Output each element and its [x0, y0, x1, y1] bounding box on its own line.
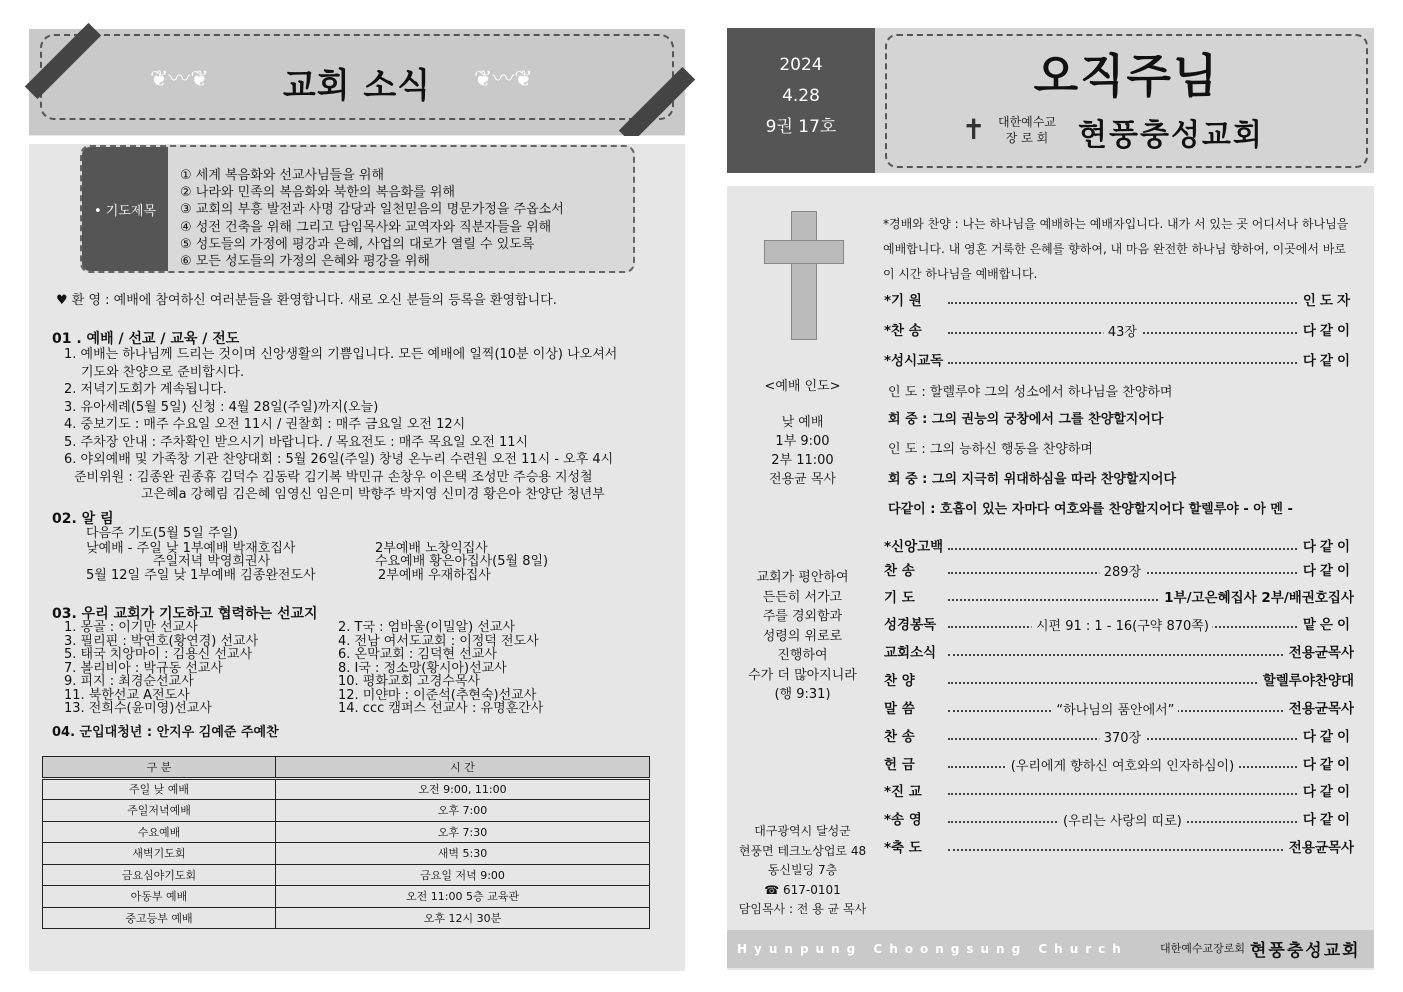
order-leader: 다같이: [1302, 353, 1354, 369]
order-leader: 다같이: [1302, 539, 1354, 555]
dot-leader: [948, 813, 1297, 829]
dot-leader: [948, 564, 1297, 580]
order-leader: 다같이: [1302, 729, 1354, 745]
order-label: *기 원: [884, 293, 922, 309]
dot-leader: [948, 541, 1297, 550]
prayer-item: ③ 교회의 부흥 발전과 사명 감당과 일천믿음의 명문가정을 주옵소서: [180, 202, 564, 218]
mission-item: 1. 몽골 : 이기만 선교사: [64, 620, 198, 635]
cell-service: 중고등부 예배: [43, 907, 276, 929]
worship-intro: *경배와 찬양 : 나는 하나님을 예배하는 예배자입니다. 내가 서 있는 곳 어디서나 하나님을 예배합니다. 내 영혼 거룩한 은혜를 향하여, 내 마음 완전한 하나님 향하여, 이곳에서 바로 이 시간 하나님을 예배합니다.: [883, 217, 1349, 281]
scripture-verse: [735, 568, 870, 705]
table-row: [43, 843, 650, 865]
order-leader: 다같이: [1302, 757, 1354, 773]
order-label: 기 도: [884, 590, 915, 606]
issue-year: 2024: [779, 55, 823, 75]
verse-line: 주를 경외함과: [762, 609, 843, 624]
service-time: 2부 11:00: [771, 453, 834, 468]
mission-item: 12. 미얀마 : 이준석(추현숙)선교사: [338, 687, 537, 703]
table-row: [43, 864, 650, 886]
worship-order-row: [884, 779, 1354, 801]
issue-date: 4.28: [782, 86, 820, 106]
bulletin-title: 오직주님: [1033, 49, 1220, 103]
notice-duty-6: 2부예배 우재하집사: [378, 568, 491, 583]
responsive-line: 인 도 : 할렐루야 그의 성소에서 하나님을 찬양하며: [888, 385, 1173, 400]
order-label: *송 영: [884, 812, 922, 828]
worship-order-row: [884, 534, 1354, 556]
worship-order-row: [884, 807, 1354, 829]
worship-guide-title: <예배 인도>: [764, 379, 841, 394]
pastor-line: 담임목사 : 전 용 균 목사: [738, 902, 867, 916]
mission-item: 11. 북한선교 A전도사: [64, 687, 190, 703]
verse-line: 진행하여: [777, 648, 828, 663]
responsive-line: 회 중 : 그의 지극히 위대하심을 따라 찬양할지어다: [888, 472, 1177, 487]
worship-times: [735, 413, 870, 489]
header-separator: [29, 136, 685, 144]
worship-order-row: [884, 288, 1354, 310]
mission-item: 14. ccc 캠퍼스 선교사 : 유명훈간사: [338, 701, 544, 716]
table-row: [43, 907, 650, 929]
mission-item: 3. 필리핀 : 박연호(황연경) 선교사: [64, 633, 259, 649]
order-label: *찬 송: [884, 323, 922, 339]
church-cross-logo-icon: ✝: [962, 113, 986, 146]
worship-order-row: [884, 348, 1354, 370]
missions-left-column: [64, 621, 258, 716]
mission-item: 7. 볼리비아 : 박규동 선교사: [64, 660, 223, 676]
dot-leader: [948, 647, 1283, 656]
denomination-line: 장 로 회: [1005, 131, 1049, 145]
table-row: [43, 886, 650, 908]
dot-leader: [948, 592, 1158, 601]
notice-next-week: 다음주 기도(5월 5일 주일): [86, 526, 239, 541]
prayer-label: • 기도제목: [82, 147, 168, 271]
section-4-military: 04. 군입대청년 : 안지우 김예준 주예찬: [52, 725, 279, 740]
notice-line: 고은혜a 강혜림 김은혜 임영신 임은미 박향주 박지영 신미경 황은아 찬양단 청년부: [141, 487, 605, 502]
verse-line: 교회가 평안하여: [756, 570, 849, 585]
denomination: [998, 114, 1056, 146]
order-label: 찬 양: [884, 673, 915, 689]
notice-duty-3: 주일저녁 박영희권사: [153, 554, 271, 569]
cell-time: 금요일 저녁 9:00: [276, 864, 650, 886]
worship-order-row: [884, 318, 1354, 340]
notice-line: 2. 저녁기도회가 계속됩니다.: [64, 382, 227, 397]
responsive-line: 회 중 : 그의 권능의 궁창에서 그를 찬양할지어다: [888, 412, 1164, 427]
footer-church-name: 현풍충성교회: [1250, 941, 1361, 961]
mission-item: 10. 평화교회 고경수목사: [338, 674, 480, 689]
cell-service: 새벽기도회: [43, 843, 276, 865]
vine-ornament-left-icon: ❦〰❦: [150, 67, 209, 92]
mission-item: 4. 전남 여서도교회 : 이정덕 전도사: [338, 633, 539, 649]
footer-denomination: 대한예수교장로회: [1160, 942, 1246, 955]
order-detail: 289장: [1100, 561, 1145, 580]
order-leader: 다같이: [1302, 563, 1354, 579]
denomination-line: 대한예수교: [998, 115, 1056, 129]
address-line: 대구광역시 달성군: [754, 824, 851, 838]
notice-duty-5: 5월 12일 주일 낮 1부예배 김종완전도사: [86, 568, 316, 583]
dot-leader: [948, 295, 1297, 304]
order-label: *신앙고백: [884, 539, 944, 555]
order-leader: 1부/고은혜집사 2부/배권호집사: [1164, 590, 1354, 606]
order-leader: 다같이: [1302, 812, 1354, 828]
col-header-category: 구 분: [43, 757, 276, 779]
cell-time: 오후 7:00: [276, 800, 650, 822]
section-1-body: [64, 346, 674, 504]
order-leader: 인도자: [1302, 293, 1354, 309]
worship-order-row: [884, 668, 1354, 690]
order-leader: 전용균목사: [1288, 840, 1354, 856]
missions-right-column: [338, 621, 543, 716]
table-row: [43, 821, 650, 843]
order-leader: 할렐루야찬양대: [1262, 673, 1354, 689]
responsive-line: 인 도 : 그의 능하신 행동을 찬양하며: [888, 442, 1093, 457]
section-2-title: 02. 알 림: [52, 511, 114, 527]
cell-service: 수요예배: [43, 821, 276, 843]
issue-date-box: [727, 28, 875, 173]
table-row: [43, 778, 650, 800]
order-leader: 다같이: [1302, 784, 1354, 800]
cell-service: 금요심야기도회: [43, 864, 276, 886]
order-label: 성경봉독: [884, 617, 937, 633]
notice-duty-4: 수요예배 황은아집사(5월 8일): [375, 554, 549, 569]
dot-leader: [948, 618, 1297, 634]
notice-line: 5. 주차장 안내 : 주차확인 받으시기 바랍니다. / 목요전도 : 매주 목요일 오전 11시: [64, 434, 529, 450]
worship-order-row: [884, 640, 1354, 662]
order-detail: (우리에게 향하신 여호와의 인자하심이): [1007, 755, 1238, 774]
prayer-item: ⑥ 모든 성도들의 가정의 은혜와 평강을 위해: [180, 254, 430, 270]
mission-item: 8. I국 : 정소망(황시아)선교사: [338, 660, 507, 676]
vine-ornament-right-icon: ❦〰❦: [474, 67, 533, 92]
notice-line: 기도와 찬양으로 준비합시다.: [81, 364, 245, 380]
order-label: 찬 송: [884, 563, 915, 579]
prayer-item: ② 나라와 민족의 복음화와 북한의 복음화를 위해: [180, 185, 456, 201]
order-detail: “하나님의 품안에서”: [1052, 699, 1178, 718]
prayer-item: ⑤ 성도들의 가정에 평강과 은혜, 사업의 대로가 열릴 수 있도록: [180, 236, 535, 252]
col-header-time: 시 간: [276, 757, 650, 779]
worship-order-row: [884, 835, 1354, 857]
prayer-box: [80, 145, 635, 273]
table-row: [43, 800, 650, 822]
order-label: *성시교독: [884, 353, 944, 369]
worship-order-row: [884, 585, 1354, 607]
order-label: *축 도: [884, 840, 922, 856]
dot-leader: [948, 675, 1257, 684]
phone-number: ☎ 617-0101: [764, 882, 841, 897]
mission-item: 6. 온막교회 : 김덕현 선교사: [338, 647, 497, 662]
cell-service: 주일 낮 예배: [43, 778, 276, 800]
order-leader: 전용균목사: [1288, 701, 1354, 717]
order-leader: 맡은이: [1302, 617, 1354, 633]
dot-leader: [948, 324, 1297, 340]
order-label: 교회소식: [884, 645, 937, 661]
order-leader: 다같이: [1302, 323, 1354, 339]
prayer-list: [180, 167, 564, 270]
cell-service: 주일저녁예배: [43, 800, 276, 822]
schedule-table: [42, 756, 650, 929]
notice-line: 3. 유아세례(5월 5일) 신청 : 4월 28일(주일)까지(오늘): [64, 399, 379, 415]
order-leader: 전용균목사: [1288, 645, 1354, 661]
order-label: 말 씀: [884, 701, 915, 717]
cell-service: 아동부 예배: [43, 886, 276, 908]
prayer-item: ① 세계 복음화와 선교사님들을 위해: [180, 168, 384, 183]
notice-duty-1: 낮예배 - 주일 낮 1부예배 박재호집사: [86, 541, 296, 556]
mission-item: 13. 전희수(윤미영)선교사: [64, 701, 212, 716]
worship-order-row: [884, 558, 1354, 580]
dot-leader: [948, 758, 1297, 774]
cross-icon: [791, 211, 817, 340]
order-label: 찬 송: [884, 729, 915, 745]
welcome-text: ♥ 환 영 : 예배에 참여하신 여러분들을 환영합니다. 새로 오신 분들의 등록을 환영합니다.: [56, 293, 557, 308]
notice-line: 4. 중보기도 : 매주 수요일 오전 11시 / 권찰회 : 매주 금요일 오전 12시: [64, 417, 466, 432]
issue-number: 9권 17호: [765, 117, 837, 137]
address-line: 동신빌딩 7층: [767, 863, 838, 877]
schedule-header-row: [43, 757, 650, 779]
notice-line: 6. 야외예배 및 가족창 기관 찬양대회 : 5월 26일(주일) 창녕 온누리 수련원 오전 11시 - 오후 4시: [64, 452, 614, 467]
order-label: 헌 금: [884, 757, 915, 773]
verse-line: 성령의 위로로: [762, 628, 843, 644]
cell-time: 오전 9:00, 11:00: [276, 778, 650, 800]
cell-time: 오전 11:00 5층 교육관: [276, 886, 650, 908]
dot-leader: [948, 702, 1283, 718]
worship-order-row: [884, 752, 1354, 774]
mission-item: 2. T국 : 엄바울(이밀알) 선교사: [338, 620, 515, 635]
order-detail: 370장: [1100, 727, 1145, 746]
cell-time: 오후 7:30: [276, 821, 650, 843]
footer-english-name: Hyunpung Choongsung Church: [737, 942, 1128, 956]
verse-line: 수가 더 많아지니라: [748, 667, 857, 683]
verse-line: 든든히 서가고: [762, 589, 843, 605]
verse-line: (행 9:31): [774, 687, 831, 702]
dot-leader: [948, 842, 1283, 851]
cell-time: 오후 12시 30분: [276, 907, 650, 929]
worship-order-row: [884, 696, 1354, 718]
order-detail: 43장: [1104, 321, 1141, 340]
notice-line: 1. 예배는 하나님께 드리는 것이며 신앙생활의 기쁨입니다. 모든 예배에 일찍(10분 이상) 나오셔서: [64, 347, 618, 362]
prayer-item: ④ 성전 건축을 위해 그리고 담임목사와 교역자와 직분자들을 위해: [180, 219, 552, 235]
cross-bar: [764, 240, 844, 264]
notice-line: 준비위원 : 김종완 권종휴 김덕수 김동락 김기복 박민규 손창우 이은택 조성만 주승용 지성철: [74, 469, 593, 485]
service-time: 1부 9:00: [775, 434, 830, 449]
order-detail: 시편 91 : 1 - 16(구약 870쪽): [1032, 615, 1213, 634]
dot-leader: [948, 786, 1297, 795]
order-label: *진 교: [884, 784, 922, 800]
worship-order-row: [884, 612, 1354, 634]
section-3-title: 03. 우리 교회가 기도하고 협력하는 선교지: [52, 606, 318, 622]
section-1-title: 01 . 예배 / 선교 / 교육 / 전도: [52, 331, 240, 347]
service-leader: 전용균 목사: [769, 472, 836, 487]
mission-item: 9. 피지 : 최경순선교사: [64, 674, 194, 689]
order-detail: (우리는 사랑의 띠로): [1059, 810, 1186, 829]
cell-time: 새벽 5:30: [276, 843, 650, 865]
worship-order-row: [884, 724, 1354, 746]
dot-leader: [948, 355, 1297, 364]
mission-item: 5. 태국 치앙마이 : 김용신 선교사: [64, 647, 253, 662]
news-title: 교회 소식: [282, 66, 432, 106]
church-name: 현풍충성교회: [1078, 118, 1264, 153]
dot-leader: [948, 730, 1297, 746]
service-name: 낮 예배: [781, 415, 824, 430]
address-line: 현풍면 테크노상업로 48: [738, 843, 867, 858]
church-address: [735, 822, 870, 920]
notice-duty-2: 2부예배 노창익집사: [375, 541, 488, 556]
responsive-line: 다같이 : 호흡이 있는 자마다 여호와를 찬양할지어다 할렐루야 - 아 멘 -: [888, 502, 1293, 517]
